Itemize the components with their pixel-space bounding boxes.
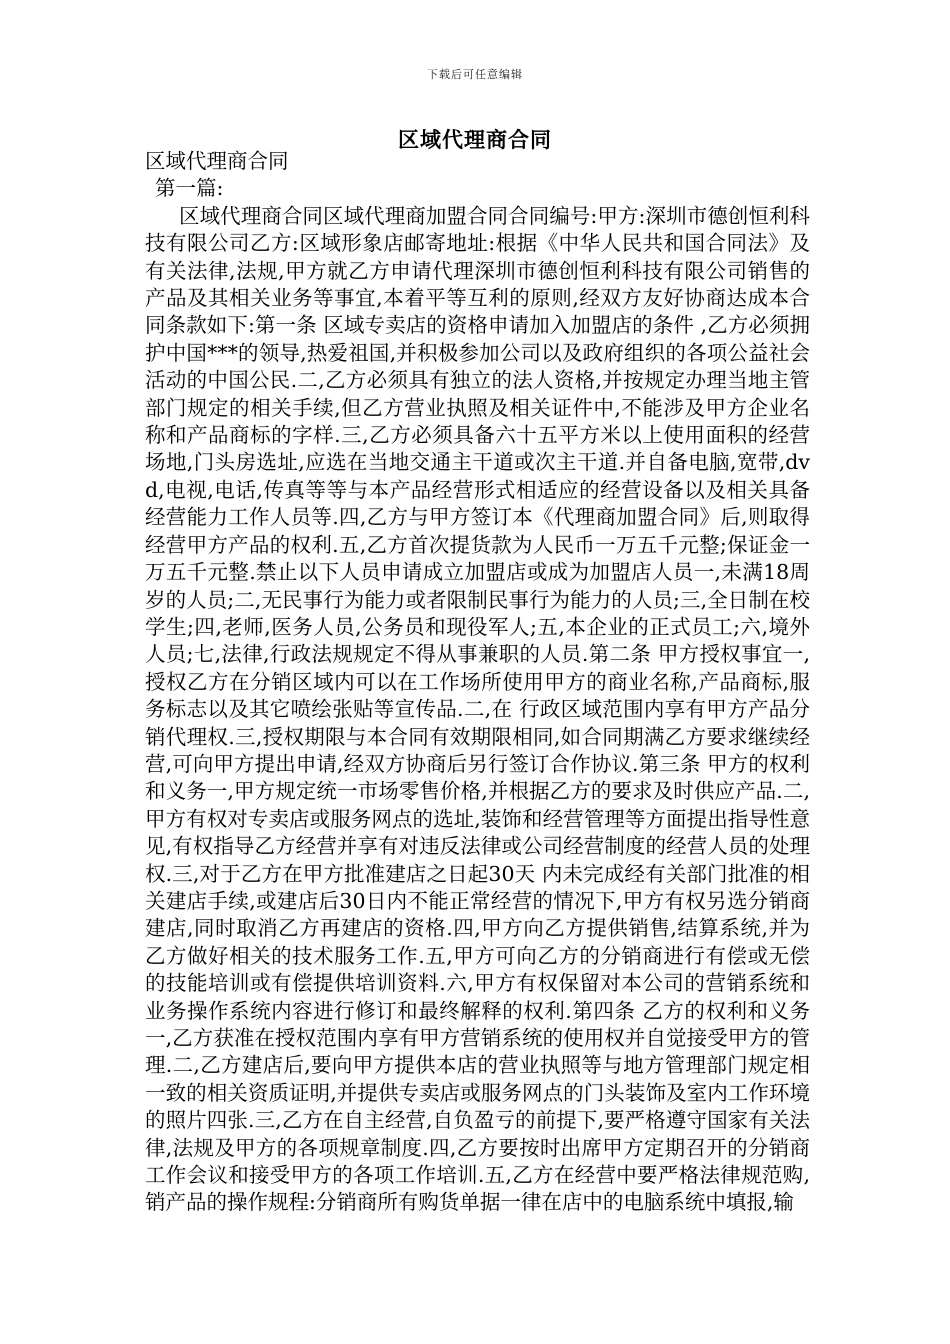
download-note: 下载后可任意编辑 — [427, 68, 523, 81]
contract-body-text: 区域代理商合同区域代理商加盟合同合同编号:甲方:深圳市德创恒利科技有限公司乙方:区域形象店邮寄地址:根据《中华人民共和国合同法》及有关法律,法规,甲方就乙方申请代理深圳市德创恒利科技有限公司销售的产品及其相关业务等事宜,本着平等互利的原则,经双方友好协商达成本合同条款如下:第一条 区域专卖店的资格申请加入加盟店的条件 ,乙方必须拥护中国***的领导,热爱祖国,并积极参加公司以及政府组织的各项公益社会活动的中国公民.二,乙方必须具有独立的法人资格,并按规定办理当地主管部门规定的相关手续,但乙方营业执照及相关证件中,不能涉及甲方企业名称和产品商标的字样.三,乙方必须具备六十五平方米以上使用面积的经营场地,门头房选址,应选在当地交通主干道或次主干道.并自备电脑,宽带,dvd,电视,电话,传真等等与本产品经营形式相适应的经营设备以及相关具备经营能力工作人员等.四,乙方与甲方签订本《代理商加盟合同》后,则取得经营甲方产品的权利.五,乙方首次提货款为人民币一万五千元整;保证金一万五千元整.禁止以下人员申请成立加盟店或成为加盟店人员一,未满18周岁的人员;二,无民事行为能力或者限制民事行为能力的人员;三,全日制在校学生;四,老师,医务人员,公务员和现役军人;五,本企业的正式员工;六,境外人员;七,法律,行政法规规定不得从事兼职的人员.第二条 甲方授权事宜一,授权乙方在分销区域内可以在工作场所使用甲方的商业名称,产品商标,服务标志以及其它喷绘张贴等宣传品.二,在 行政区域范围内享有甲方产品分销代理权.三,授权期限与本合同有效期限相同,如合同期满乙方要求继续经营,可向甲方提出申请,经双方协商后另行签订合作协议.第三条 甲方的权利和义务一,甲方规定统一市场零售价格,并根据乙方的要求及时供应产品.二,甲方有权对专卖店或服务网点的选址,装饰和经营管理等方面提出指导性意见,有权指导乙方经营并享有对违反法律或公司经营制度的经营人员的处理权.三,对于乙方在甲方批准建店之日起30天 内未完成经有关部门批准的相关建店手续,或建店后30日内不能正常经营的情况下,甲方有权另选分销商建店,同时取消乙方再建店的资格.四,甲方向乙方提供销售,结算系统,并为乙方做好相关的技术服务工作.五,甲方可向乙方的分销商进行有偿或无偿的技能培训或有偿提供培训资料.六,甲方有权保留对本公司的营销系统和业务操作系统内容进行修订和最终解释的权利.第四条 乙方的权利和义务一,乙方获准在授权范围内享有甲方营销系统的使用权并自觉接受甲方的管理.二,乙方建店后,要向甲方提供本店的营业执照等与地方管理部门规定相一致的相关资质证明,并提供专卖店或服务网点的门头装饰及室内工作环境的照片四张.三,乙方在自主经营,自负盈亏的前提下,要严格遵守国家有关法律,法规及甲方的各项规章制度.四,乙方要按时出席甲方定期召开的分销商工作会议和接受甲方的各项工作培训.五,乙方在经营中要严格法律规范购,销产品的操作规程:分销商所有购货单据一律在店中的电脑系统中填报,输 — [145, 203, 810, 1215]
document-content — [145, 148, 810, 1217]
section-label: 第一篇: — [155, 176, 224, 201]
document-title: 区域代理商合同 — [398, 127, 552, 152]
document-subtitle: 区域代理商合同 — [145, 149, 289, 173]
